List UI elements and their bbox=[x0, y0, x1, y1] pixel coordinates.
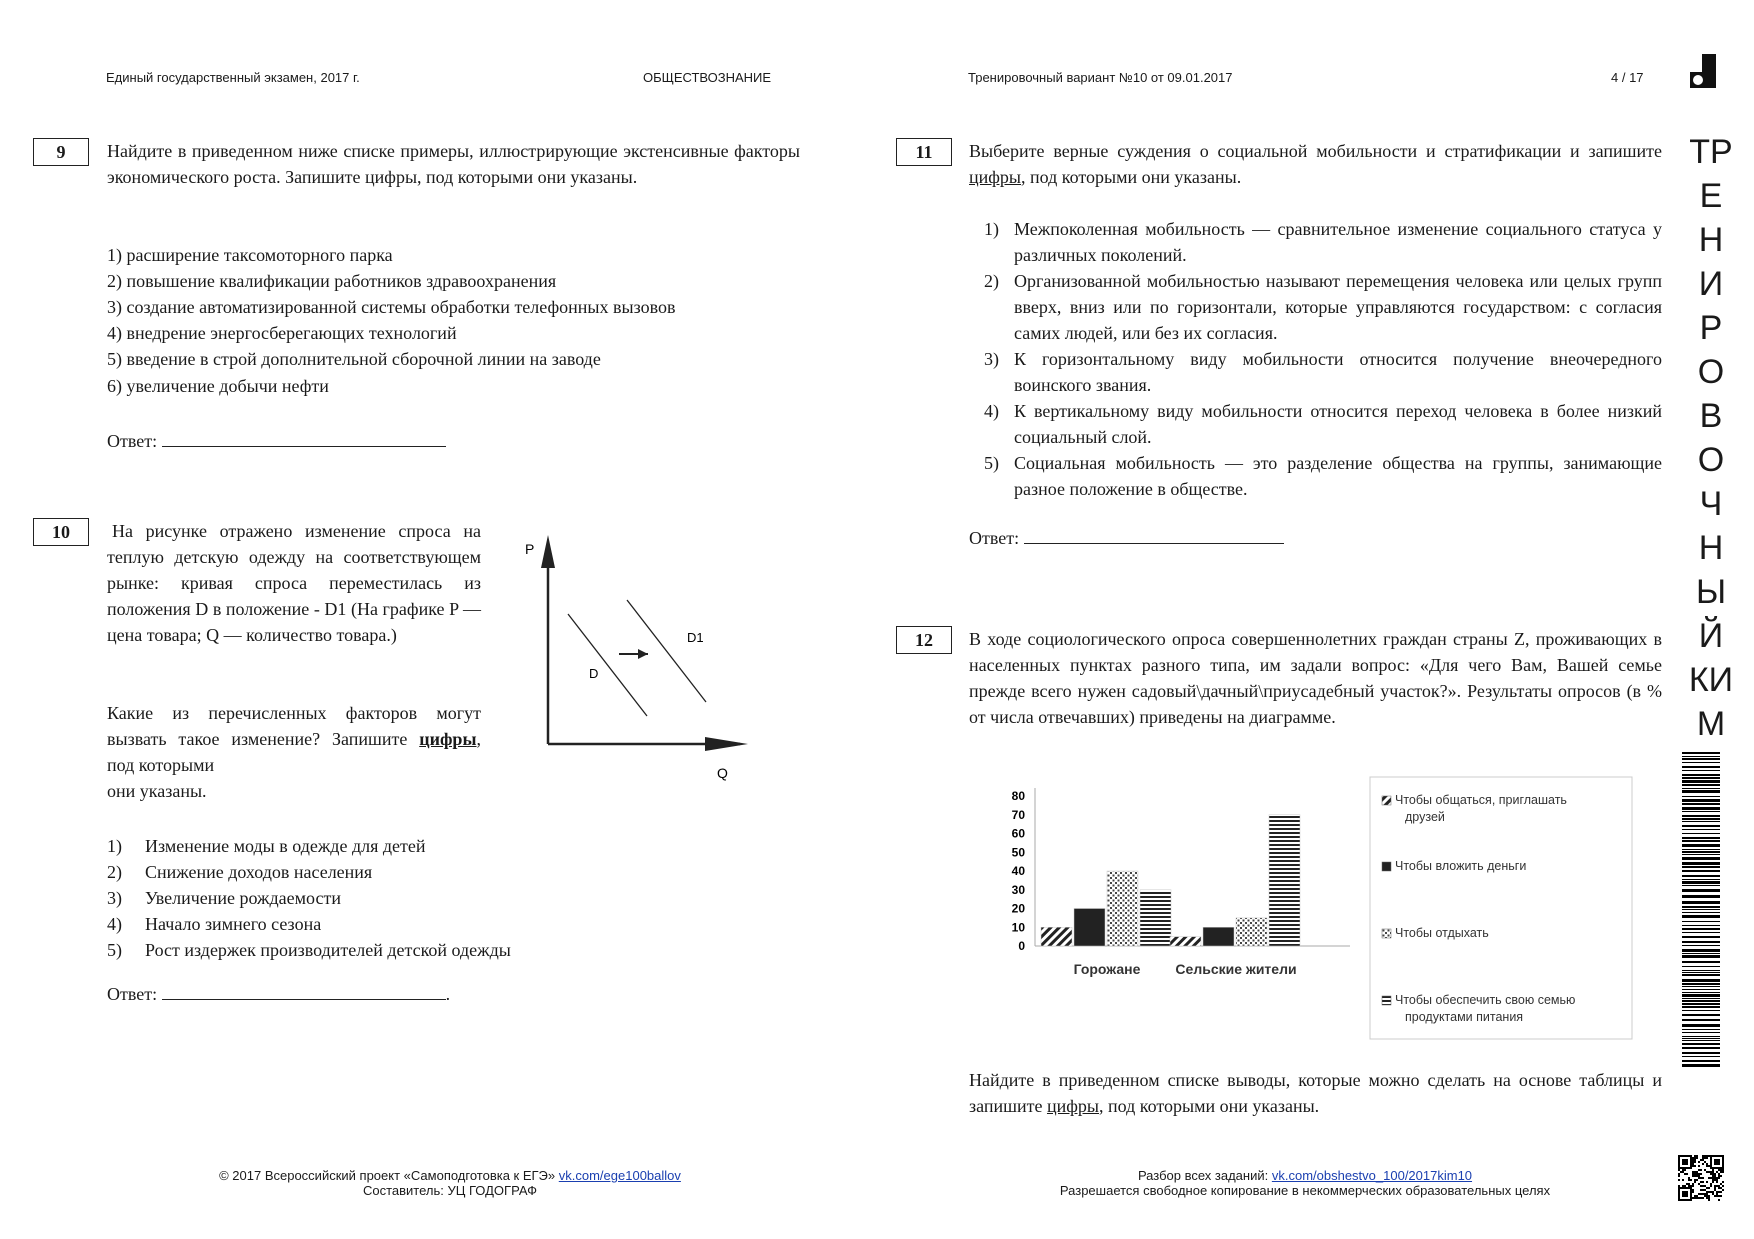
side-letter: Ы bbox=[1695, 573, 1727, 611]
side-letter: О bbox=[1697, 441, 1725, 479]
side-letter: КИ bbox=[1688, 661, 1734, 699]
q11-item-2: Организованной мобильностью называют перемещения человека или целых групп вверх, вниз или по горизонтали, которые управляются государством: с согласия самих людей, или без их согласия. bbox=[1014, 271, 1662, 343]
q9-item-6: 6) увеличение добычи нефти bbox=[107, 376, 329, 396]
footer-left-line2: Составитель: УЦ ГОДОГРАФ bbox=[362, 1183, 537, 1198]
bar-2-2 bbox=[1203, 927, 1234, 946]
side-letter: Е bbox=[1699, 177, 1723, 215]
question-12-number: 12 bbox=[896, 626, 952, 654]
q-axis-arrow-icon bbox=[705, 737, 748, 751]
question-10-text: На рисунке отражено изменение спроса на теплую детскую одежду на соответствующем рынке: кривая спроса переместилась из положения D в положение - D1 (На графике P — цена товара; Q — количество товара.) bbox=[107, 521, 481, 645]
side-letter: О bbox=[1697, 353, 1725, 391]
bar-1-1 bbox=[1041, 927, 1072, 946]
y-tick-label: 0 bbox=[1018, 939, 1025, 953]
side-letter: Ч bbox=[1699, 485, 1723, 523]
q10-item-3-num: 3) bbox=[107, 888, 122, 908]
footer-left-text: © 2017 Всероссийский проект «Самоподготовка к ЕГЭ» bbox=[219, 1168, 556, 1183]
header-subject: ОБЩЕСТВОЗНАНИЕ bbox=[643, 70, 772, 85]
question-10-number: 10 bbox=[33, 518, 89, 546]
q10-item-3: Увеличение рождаемости bbox=[145, 888, 341, 908]
q9-item-1: 1) расширение таксомоторного парка bbox=[107, 245, 393, 265]
q11-options bbox=[984, 216, 1662, 502]
q10-prompt-a: Какие из перечисленных факторов могут вызвать такое изменение? Запишите bbox=[107, 703, 481, 749]
bar-2-3 bbox=[1236, 918, 1267, 946]
bar-1-3 bbox=[1107, 871, 1138, 946]
side-letter: Н bbox=[1698, 221, 1724, 259]
y-tick-label: 10 bbox=[1011, 920, 1025, 935]
q11-item-5-num: 5) bbox=[984, 453, 999, 473]
footer-right-line2: Разрешается свободное копирование в некоммерческих образовательных целях bbox=[1059, 1183, 1551, 1198]
footer-left bbox=[150, 1168, 750, 1198]
side-letter: М bbox=[1696, 705, 1726, 743]
q10-item-2-num: 2) bbox=[107, 862, 122, 882]
q9-item-5: 5) введение в строй дополнительной сборочной линии на заводе bbox=[107, 349, 601, 369]
legend-swatch-2 bbox=[1382, 862, 1391, 871]
side-letter: Р bbox=[1699, 309, 1723, 347]
y-tick-label: 50 bbox=[1011, 845, 1025, 860]
q11-item-1: Межпоколенная мобильность — сравнительное изменение социального статуса у различных поколений. bbox=[1014, 219, 1662, 265]
q12-conclusion-link: цифры bbox=[1046, 1096, 1100, 1116]
side-letter: В bbox=[1699, 397, 1723, 435]
p-axis-arrow-icon bbox=[541, 535, 555, 568]
q11-item-2-num: 2) bbox=[984, 271, 999, 291]
side-letter: И bbox=[1698, 265, 1724, 303]
graph-label-p: P bbox=[525, 541, 535, 557]
graph-label-q: Q bbox=[717, 765, 728, 781]
q10-item-5: Рост издержек производителей детской одежды bbox=[145, 940, 511, 960]
q10-prompt-c: они указаны. bbox=[107, 781, 207, 801]
q10-answer-field[interactable] bbox=[162, 981, 446, 1000]
y-tick-label: 40 bbox=[1011, 864, 1025, 878]
y-tick-label: 60 bbox=[1011, 826, 1025, 841]
bar-1-4 bbox=[1140, 890, 1171, 946]
q10-answer: Ответ: . bbox=[107, 981, 450, 1005]
q10-prompt-bold: цифры bbox=[419, 729, 477, 749]
side-letter: Й bbox=[1698, 617, 1724, 655]
bar-2-4 bbox=[1269, 815, 1300, 946]
graph-label-d: D bbox=[589, 666, 599, 681]
legend-swatch-4 bbox=[1382, 996, 1391, 1005]
q10-prompt-b: , под которыми bbox=[107, 729, 481, 775]
q11-answer-label: Ответ: bbox=[969, 528, 1020, 548]
legend-label-3: Чтобы отдыхать bbox=[1395, 926, 1489, 940]
shift-arrow-icon bbox=[638, 649, 648, 659]
question-9-text: Найдите в приведенном ниже списке примеры, иллюстрирующие экстенсивные факторы экономического роста. Запишите цифры, под которыми они указаны. bbox=[107, 141, 800, 187]
q11-item-3: К горизонтальному виду мобильности относится получение внеочередного воинского звания. bbox=[1014, 349, 1662, 395]
q9-item-4: 4) внедрение энергосберегающих технологий bbox=[107, 323, 457, 343]
q9-answer bbox=[107, 428, 446, 452]
q11-item-4: К вертикальному виду мобильности относится переход человека в более низкий социальный слой. bbox=[1014, 401, 1662, 447]
qr-code-icon bbox=[1678, 1155, 1724, 1201]
question-12-text: В ходе социологического опроса совершеннолетних граждан страны Z, проживающих в населенных пунктах разного типа, им задали вопрос: «Для чего Вам, Вашей семье прежде всего нужен садовый\дачный\приусадебный участок?». Результаты опросов (в % от числа отвечавших) приведены на диаграмме. bbox=[969, 629, 1662, 727]
q11-answer-field[interactable] bbox=[1024, 525, 1284, 544]
q9-item-3: 3) создание автоматизированной системы обработки телефонных вызовов bbox=[107, 297, 676, 317]
q9-item-2: 2) повышение квалификации работников здравоохранения bbox=[107, 271, 557, 291]
category-label: Сельские жители bbox=[1175, 961, 1297, 977]
bar-2-1 bbox=[1170, 937, 1201, 946]
legend-label-1: Чтобы общаться, приглашать друзей bbox=[1395, 793, 1567, 824]
q10-item-4-num: 4) bbox=[107, 914, 122, 934]
q11-item-4-num: 4) bbox=[984, 401, 999, 421]
legend-swatch-3 bbox=[1382, 929, 1391, 938]
header-variant: Тренировочный вариант №10 от 09.01.2017 bbox=[968, 70, 1233, 85]
q10-item-5-num: 5) bbox=[107, 940, 122, 960]
question-10-prompt bbox=[107, 700, 481, 804]
q10-item-1-num: 1) bbox=[107, 836, 122, 856]
legend-swatch-1 bbox=[1382, 796, 1391, 805]
supply-demand-graph bbox=[515, 530, 755, 790]
q11-item-5: Социальная мобильность — это разделение общества на группы, занимающие разное положение в обществе. bbox=[1014, 453, 1662, 499]
footer-right-link[interactable]: vk.com/obshestvo_100/2017kim10 bbox=[1271, 1168, 1473, 1183]
legend-label-2: Чтобы вложить деньги bbox=[1395, 859, 1527, 873]
q11-item-3-num: 3) bbox=[984, 349, 999, 369]
q11-answer bbox=[969, 525, 1284, 549]
q10-answer-label: Ответ: bbox=[107, 984, 158, 1004]
q12-conclusion-a: Найдите в приведенном списке выводы, которые можно сделать на основе таблицы и запишите bbox=[969, 1070, 1662, 1116]
y-tick-label: 20 bbox=[1011, 901, 1025, 916]
q10-item-1: Изменение моды в одежде для детей bbox=[145, 836, 426, 856]
corner-mark-icon bbox=[1690, 54, 1716, 88]
q9-answer-label: Ответ: bbox=[107, 431, 158, 451]
graph-label-d1: D1 bbox=[687, 630, 704, 645]
question-11-text bbox=[969, 138, 1662, 190]
footer-left-link[interactable]: vk.com/ege100ballov bbox=[558, 1168, 681, 1183]
q11-text-b: , под которыми они указаны. bbox=[1021, 167, 1242, 187]
question-11-number: 11 bbox=[896, 138, 952, 166]
side-letter: ТР bbox=[1689, 133, 1733, 171]
q10-item-2: Снижение доходов населения bbox=[145, 862, 373, 882]
q10-options bbox=[107, 833, 587, 963]
y-tick-label: 70 bbox=[1011, 807, 1025, 822]
side-vertical-label bbox=[1676, 130, 1746, 746]
question-9-number: 9 bbox=[33, 138, 89, 166]
header-page-number: 4 / 17 bbox=[1611, 70, 1644, 85]
q11-item-1-num: 1) bbox=[984, 219, 999, 239]
q10-item-4: Начало зимнего сезона bbox=[145, 914, 322, 934]
survey-bar-chart bbox=[975, 772, 1635, 1047]
barcode-icon bbox=[1682, 752, 1720, 1072]
y-tick-label: 80 bbox=[1011, 789, 1025, 803]
bar-1-2 bbox=[1074, 909, 1105, 947]
footer-right-text: Разбор всех заданий: bbox=[1137, 1168, 1269, 1183]
question-12-conclusion bbox=[969, 1067, 1662, 1119]
category-label: Горожане bbox=[1073, 961, 1141, 977]
y-tick-label: 30 bbox=[1011, 882, 1025, 897]
footer-right bbox=[995, 1168, 1615, 1198]
q11-text-a: Выберите верные суждения о социальной мобильности и стратификации и запишите bbox=[969, 141, 1662, 161]
q12-conclusion-b: , под которыми они указаны. bbox=[1099, 1096, 1320, 1116]
header-exam-title: Единый государственный экзамен, 2017 г. bbox=[106, 70, 360, 85]
q11-text-link: цифры bbox=[969, 167, 1022, 187]
legend-label-4: Чтобы обеспечить свою семью продуктами питания bbox=[1395, 993, 1576, 1024]
side-letter: Н bbox=[1698, 529, 1724, 567]
q9-answer-field[interactable] bbox=[162, 428, 446, 447]
